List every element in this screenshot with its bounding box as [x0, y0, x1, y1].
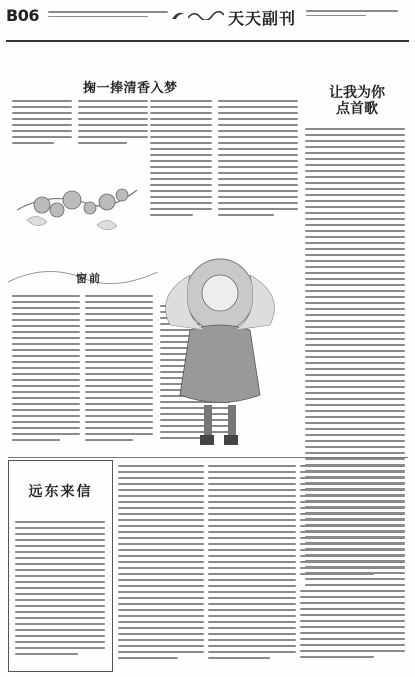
fairy-illustration	[160, 235, 280, 450]
article-1-col-3	[150, 100, 212, 220]
headline-article-1: 掬一捧清香入梦	[83, 81, 178, 96]
article-3-col-2	[85, 295, 153, 445]
newspaper-name-logo	[188, 10, 224, 23]
article-1-col-1	[12, 100, 72, 148]
article-5-col-3	[300, 465, 405, 579]
headline-article-2	[313, 85, 401, 117]
headline-article-2-line-2: 点首歌	[336, 101, 378, 117]
section-name: 天天副刊	[228, 9, 297, 28]
masthead-right-meta	[306, 10, 406, 16]
section-divider	[8, 457, 408, 458]
letter-box-text	[15, 521, 105, 659]
article-1-col-2	[78, 100, 148, 148]
page-number: B06	[6, 6, 39, 25]
letter-box	[8, 460, 113, 672]
article-4-col	[300, 590, 405, 662]
newspaper-logo-icon	[171, 10, 185, 22]
flower-illustration	[12, 150, 142, 245]
headline-article-3: 窗前	[76, 272, 102, 285]
article-5-col-2	[208, 465, 296, 663]
masthead	[6, 4, 409, 42]
article-1-col-4	[218, 100, 298, 220]
headline-article-2-line-1: 让我为你	[329, 85, 385, 101]
article-5-col-1	[118, 465, 204, 663]
article-3-col-1	[12, 295, 80, 445]
letter-box-title: 远东来信	[28, 484, 93, 500]
